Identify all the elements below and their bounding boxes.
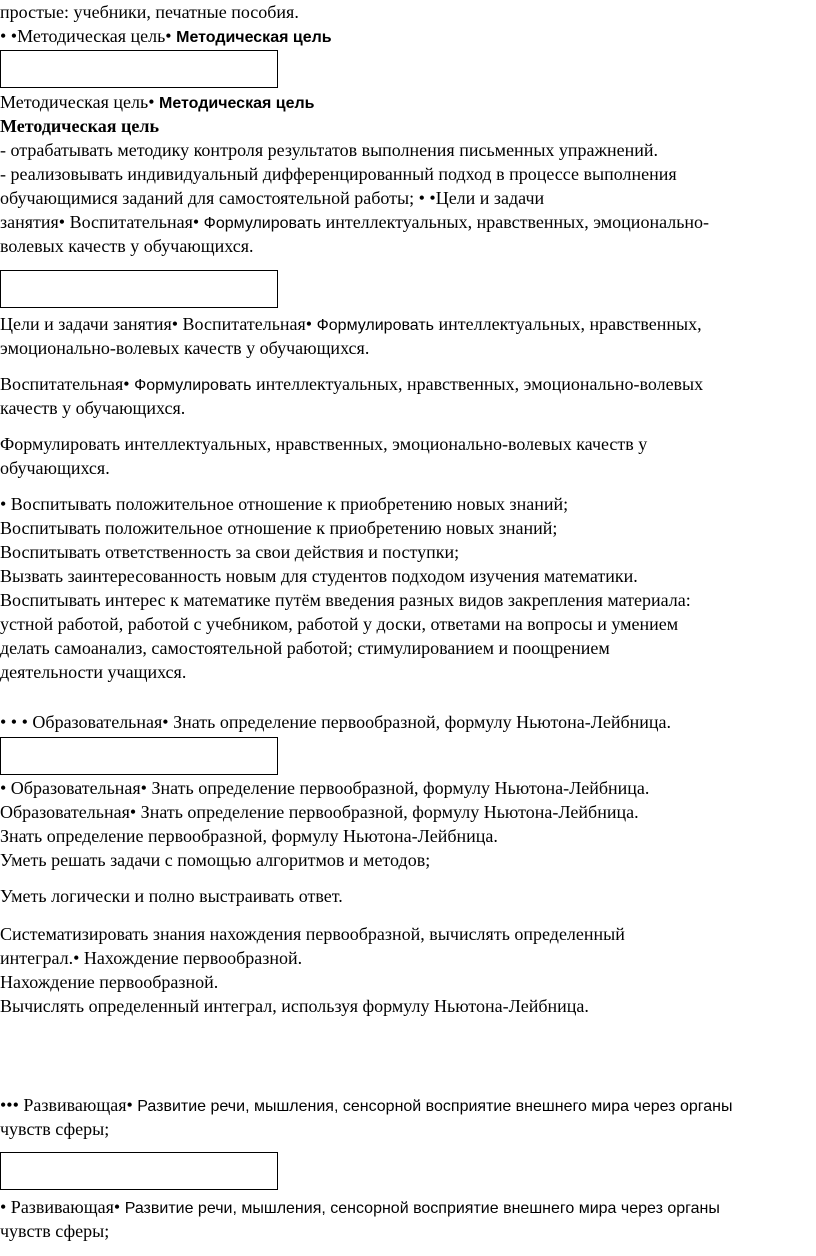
empty-text-box[interactable] <box>0 270 278 308</box>
text-span: занятия• Воспитательная• <box>0 212 200 232</box>
text-line <box>0 1093 732 1119</box>
empty-text-box[interactable] <box>0 737 278 775</box>
text-span: Воспитательная• <box>0 374 130 394</box>
text-line: Воспитывать интерес к математике путём введения разных видов закрепления материала: <box>0 590 691 610</box>
text-line <box>0 90 315 116</box>
text-line: качеств у обучающихся. <box>0 398 186 418</box>
text-line: Уметь решать задачи с помощью алгоритмов и методов; <box>0 850 431 870</box>
text-line <box>0 1195 720 1221</box>
text-line: делать самоанализ, самостоятельной работой; стимулированием и поощрением <box>0 638 610 658</box>
text-line: Вычислять определенный интеграл, используя формулу Ньютона-Лейбница. <box>0 996 589 1016</box>
text-line: простые: учебники, печатные пособия. <box>0 2 299 22</box>
text-span: Развитие речи, мышления, сенсорной восприятие внешнего мира через органы <box>137 1098 733 1115</box>
text-span: Развитие речи, мышления, сенсорной восприятие внешнего мира через органы <box>124 1200 720 1217</box>
text-line: устной работой, работой с учебником, работой у доски, ответами на вопросы и умением <box>0 614 679 634</box>
text-line: • Образовательная• Знать определение первообразной, формулу Ньютона-Лейбница. <box>0 778 650 798</box>
text-span: интеллектуальных, нравственных, эмоционально- <box>325 212 710 232</box>
text-line: Формулировать интеллектуальных, нравственных, эмоционально-волевых качеств у <box>0 434 648 454</box>
text-line: Знать определение первообразной, формулу Ньютона-Лейбница. <box>0 826 498 846</box>
text-line: Вызвать заинтересованность новым для студентов подходом изучения математики. <box>0 566 638 586</box>
text-span: интеллектуальных, нравственных, <box>438 314 702 334</box>
text-span: Формулировать <box>134 377 252 394</box>
text-line: деятельности учащихся. <box>0 662 187 682</box>
text-line: Уметь логически и полно выстраивать ответ. <box>0 886 343 906</box>
text-line: Воспитывать ответственность за свои действия и поступки; <box>0 542 460 562</box>
text-span: ••• Развивающая• <box>0 1095 133 1115</box>
text-line: Воспитывать положительное отношение к приобретению новых знаний; <box>0 518 558 538</box>
text-line <box>0 372 703 398</box>
text-line: • • • Образовательная• Знать определение первообразной, формулу Ньютона-Лейбница. <box>0 712 672 732</box>
text-line: обучающимися заданий для самостоятельной работы; • •Цели и задачи <box>0 188 545 208</box>
text-line: волевых качеств у обучающихся. <box>0 236 254 256</box>
text-line: чувств сферы; <box>0 1221 110 1241</box>
text-line: чувств сферы; <box>0 1119 110 1139</box>
text-span: Формулировать <box>316 317 434 334</box>
text-line: • Воспитывать положительное отношение к приобретению новых знаний; <box>0 494 569 514</box>
text-line: - отрабатывать методику контроля результатов выполнения письменных упражнений. <box>0 140 658 160</box>
text-line: Нахождение первообразной. <box>0 972 219 992</box>
text-line: обучающихся. <box>0 458 110 478</box>
bold-heading: Методическая цель <box>176 29 332 46</box>
text-line <box>0 210 709 236</box>
empty-text-box[interactable] <box>0 50 278 88</box>
text-line <box>0 312 702 338</box>
text-line: Образовательная• Знать определение первообразной, формулу Ньютона-Лейбница. <box>0 802 639 822</box>
text-line: - реализовывать индивидуальный дифференцированный подход в процессе выполнения <box>0 164 677 184</box>
bold-heading: Методическая цель <box>159 95 315 112</box>
section-heading: Методическая цель <box>0 116 159 136</box>
text-span: Цели и задачи занятия• Воспитательная• <box>0 314 313 334</box>
text-line <box>0 24 332 50</box>
text-span: Методическая цель• <box>0 92 155 112</box>
empty-text-box[interactable] <box>0 1152 278 1190</box>
text-line: Систематизировать знания нахождения первообразной, вычислять определенный <box>0 924 625 944</box>
text-span: интеллектуальных, нравственных, эмоционально-волевых <box>255 374 704 394</box>
text-span: Формулировать <box>203 215 322 232</box>
text-line: эмоционально-волевых качеств у обучающихся. <box>0 338 370 358</box>
text-span: • Развивающая• <box>0 1197 121 1217</box>
text-line: интеграл.• Нахождение первообразной. <box>0 948 303 968</box>
text-span: • •Методическая цель• <box>0 26 172 46</box>
